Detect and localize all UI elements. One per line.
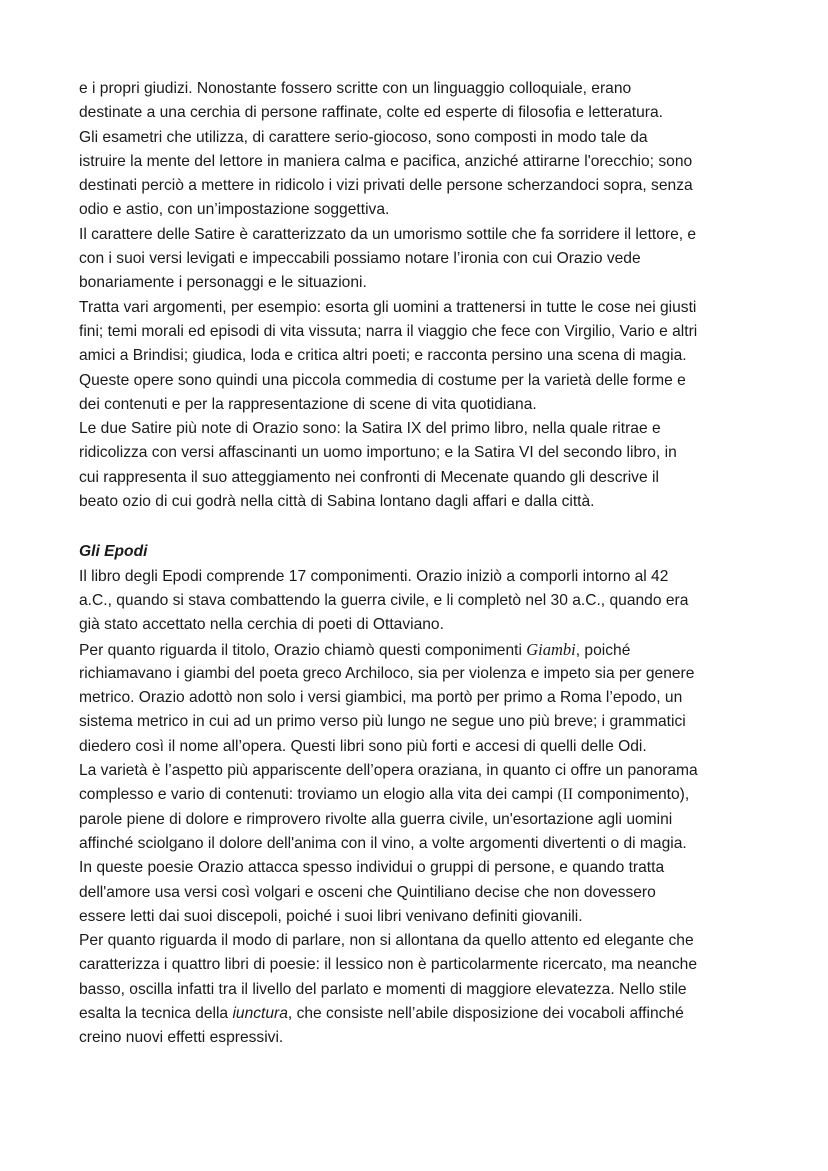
text-run: fini; temi morali ed episodi di vita vissuta; narra il viaggio che fece con Virgilio, Vario e altri [79, 322, 698, 340]
text-line [79, 369, 779, 393]
text-line [79, 613, 779, 637]
text-run: Per quanto riguarda il titolo, Orazio chiamò questi componimenti [79, 641, 527, 659]
text-run: dei contenuti e per la rappresentazione di scene di vita quotidiana. [79, 395, 537, 413]
emphasized-text: (II [557, 786, 574, 804]
text-line [79, 490, 779, 514]
text-run: Tratta vari argomenti, per esempio: esorta gli uomini a trattenersi in tutte le cose nei giusti [79, 298, 697, 316]
text-line [79, 441, 779, 465]
text-run: essere letti dai suoi discepoli, poiché i suoi libri venivano definiti giovanili. [79, 907, 583, 925]
text-line [79, 296, 779, 320]
text-run: creino nuovi effetti espressivi. [79, 1029, 284, 1047]
text-run: odio e astio, con un’impostazione soggettiva. [79, 201, 390, 219]
text-line [79, 735, 779, 759]
text-line [79, 978, 779, 1002]
text-line [79, 856, 779, 880]
text-run: esalta la tecnica della [79, 1004, 233, 1022]
text-run: e i propri giudizi. Nonostante fossero scritte con un linguaggio colloquiale, erano [79, 80, 632, 97]
text-run: basso, oscilla infatti tra il livello del parlato e momenti di maggiore elevatezza. Nello stile [79, 980, 687, 998]
text-line [79, 808, 779, 832]
text-run: La varietà è l’aspetto più appariscente dell’opera oraziana, in quanto ci offre un panorama [79, 762, 698, 780]
text-run: destinate a una cerchia di persone raffinate, colte ed esperte di filosofia e letteratura. [79, 104, 663, 122]
text-line [79, 662, 779, 686]
text-line [79, 881, 779, 905]
text-line [79, 638, 779, 662]
satire-section [79, 77, 779, 514]
text-line [79, 1002, 779, 1026]
text-line [79, 710, 779, 734]
text-run: Il libro degli Epodi comprende 17 componimenti. Orazio iniziò a comporli intorno al 42 [79, 567, 669, 585]
text-line [79, 77, 779, 101]
text-line [79, 101, 779, 125]
text-line [79, 223, 779, 247]
text-run: caratterizza i quattro libri di poesie: il lessico non è particolarmente ricercato, ma neanche [79, 956, 697, 974]
text-line [79, 565, 779, 589]
text-run: Le due Satire più note di Orazio sono: la Satira IX del primo libro, nella quale ritrae e [79, 420, 661, 438]
text-line [79, 929, 779, 953]
section-heading: Gli Epodi [79, 543, 148, 561]
text-run: a.C., quando si stava combattendo la guerra civile, e li completò nel 30 a.C., quando era [79, 591, 689, 609]
text-run: amici a Brindisi; giudica, loda e critica altri poeti; e racconta persino una scena di magia. [79, 347, 687, 365]
epodi-section [79, 565, 779, 1051]
text-line [79, 247, 779, 271]
text-line [79, 344, 779, 368]
text-run: diedero così il nome all’opera. Questi libri sono più forti e accesi di quelli delle Odi. [79, 737, 647, 755]
text-run: In queste poesie Orazio attacca spesso individui o gruppi di persone, e quando tratta [79, 859, 665, 877]
text-run: con i suoi versi levigati e impeccabili possiamo notare l’ironia con cui Orazio vede [79, 250, 641, 268]
text-run: richiamavano i giambi del poeta greco Archiloco, sia per violenza e impeto sia per genere [79, 664, 695, 682]
text-run: , poiché [575, 641, 631, 659]
text-line [79, 905, 779, 929]
text-line [79, 832, 779, 856]
text-run: cui rappresenta il suo atteggiamento nei confronti di Mecenate quando gli descrive il [79, 468, 659, 486]
text-line [79, 589, 779, 613]
text-line [79, 198, 779, 222]
text-run: destinati perciò a mettere in ridicolo i vizi privati delle persone scherzandoci sopra, senza [79, 177, 693, 195]
text-line [79, 271, 779, 295]
text-line [79, 783, 779, 807]
text-run: complesso e vario di contenuti: troviamo un elogio alla vita dei campi [79, 786, 558, 804]
text-run: già stato accettato nella cerchia di poeti di Ottaviano. [79, 616, 444, 634]
text-run: , che consiste nell’abile disposizione dei vocaboli affinché [287, 1004, 684, 1022]
paragraph-gap [79, 514, 779, 540]
text-run: metrico. Orazio adottò non solo i versi giambici, ma portò per primo a Roma l’epodo, un [79, 689, 683, 707]
text-run: Queste opere sono quindi una piccola commedia di costume per la varietà delle forme e [79, 371, 686, 389]
text-line [79, 686, 779, 710]
text-run: parole piene di dolore e rimprovero rivolte alla guerra civile, un'esortazione agli uomini [79, 810, 673, 828]
text-run: Per quanto riguarda il modo di parlare, non si allontana da quello attento ed elegante che [79, 932, 694, 950]
text-line [79, 150, 779, 174]
text-line [79, 126, 779, 150]
text-run: ridicolizza con versi affascinanti un uomo importuno; e la Satira VI del secondo libro, in [79, 444, 677, 462]
text-run: Gli esametri che utilizza, di carattere serio-giocoso, sono composti in modo tale da [79, 128, 648, 146]
text-line [79, 466, 779, 490]
text-run: sistema metrico in cui ad un primo verso più lungo ne segue uno più breve; i grammatici [79, 713, 686, 731]
text-run: Il carattere delle Satire è caratterizzato da un umorismo sottile che fa sorridere il lettore, e [79, 225, 697, 243]
text-run: bonariamente i personaggi e le situazioni. [79, 274, 367, 292]
text-run: beato ozio di cui godrà nella città di Sabina lontano dagli affari e dalla città. [79, 493, 595, 511]
document-page [79, 77, 779, 1051]
text-line [79, 953, 779, 977]
text-line [79, 417, 779, 441]
text-line [79, 174, 779, 198]
text-line [79, 393, 779, 417]
text-line [79, 320, 779, 344]
text-run: affinché sciolgano il dolore dell'anima con il vino, a volte argomenti divertenti o di magia. [79, 834, 687, 852]
emphasized-text: iunctura [232, 1004, 288, 1022]
text-line [79, 759, 779, 783]
text-run: componimento), [573, 786, 690, 804]
emphasized-text: Giambi [526, 639, 576, 659]
text-run: istruire la mente del lettore in maniera calma e pacifica, anziché attirarne l'orecchio; sono [79, 152, 693, 170]
text-line [79, 1026, 779, 1050]
text-run: dell'amore usa versi così volgari e osceni che Quintiliano decise che non dovessero [79, 883, 656, 901]
